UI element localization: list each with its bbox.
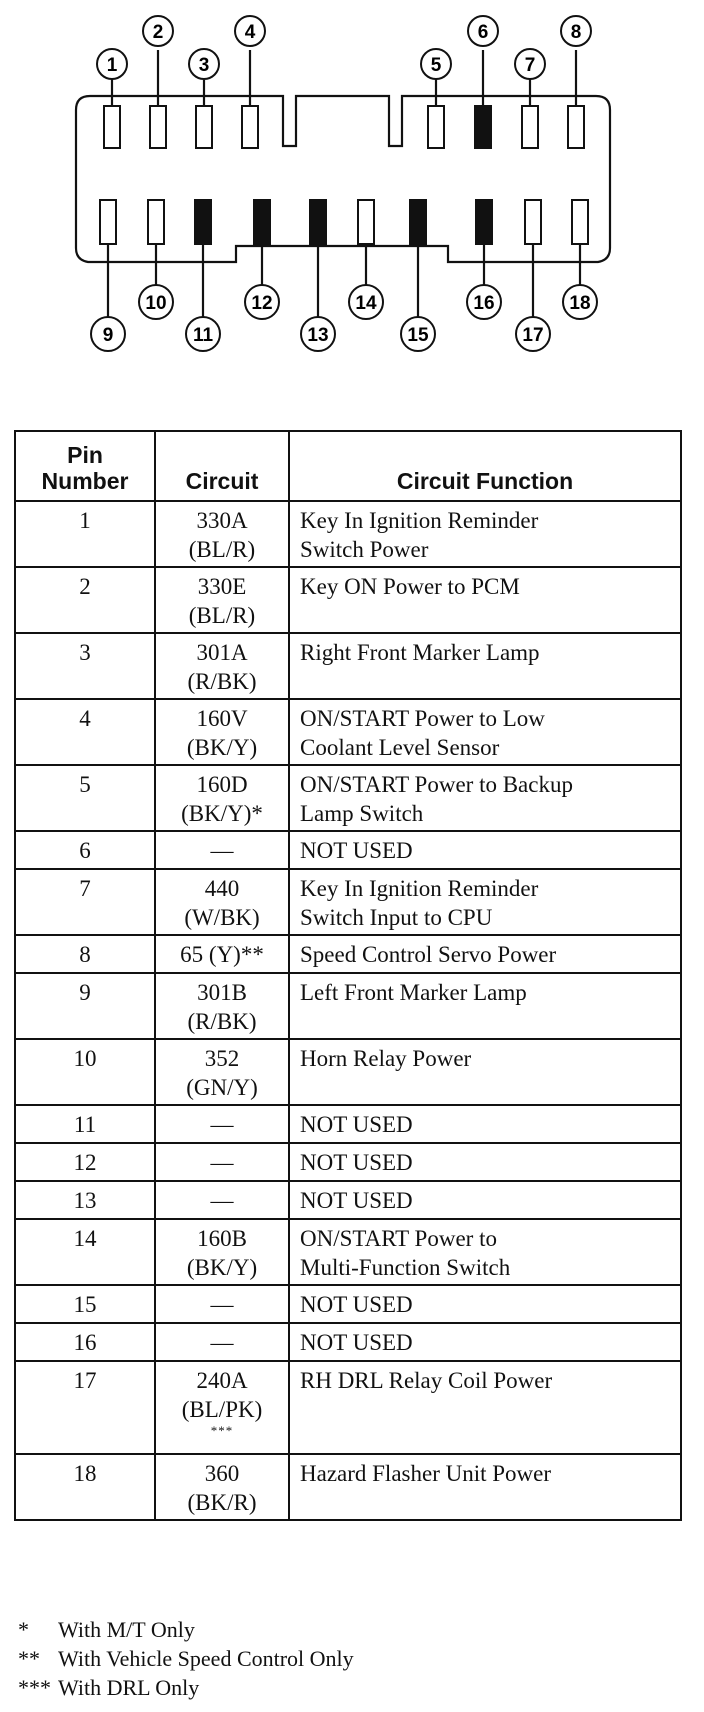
circuit-text: — [210,1150,234,1175]
cavity-4 [242,106,258,148]
circuit-function-cell [289,1039,681,1105]
circuit-text: (BK/Y)* [181,801,263,826]
svg-text:7: 7 [524,55,536,76]
pin-number-cell: 10 [15,1039,155,1105]
svg-text:18: 18 [569,293,591,314]
circuit-text: (BK/R) [187,1490,257,1515]
circuit-text: 352 [204,1046,240,1071]
function-text: NOT USED [300,1330,413,1355]
function-text: Switch Input to CPU [300,905,493,930]
circuit-function-cell [289,1285,681,1323]
circuit-function-cell [289,1181,681,1219]
function-text: RH DRL Relay Coil Power [300,1368,553,1393]
circuit-text: 240A [196,1368,248,1393]
header-circuit-function: Circuit Function [289,431,681,501]
circuit-cell [155,869,289,935]
table-row [15,973,681,1039]
cavity-8 [568,106,584,148]
callout-pin-15 [401,317,435,351]
circuit-function-cell [289,935,681,973]
callout-pin-10 [139,285,173,319]
cavity-2 [150,106,166,148]
table-row [15,699,681,765]
footnotes [18,1615,354,1702]
cavity-9 [100,200,116,244]
circuit-cell [155,699,289,765]
pin-number-cell: 18 [15,1454,155,1520]
footnote-text: With Vehicle Speed Control Only [58,1646,354,1671]
circuit-function-cell [289,1361,681,1454]
function-text: ON/START Power to Backup [300,772,573,797]
circuit-text: 330E [197,574,247,599]
function-text: NOT USED [300,1188,413,1213]
circuit-cell [155,1219,289,1285]
circuit-cell [155,633,289,699]
callout-pin-5 [421,49,451,79]
table-row [15,1039,681,1105]
pin-number-cell: 1 [15,501,155,567]
pin-number-cell: 12 [15,1143,155,1181]
callout-pin-13 [301,317,335,351]
table-row [15,501,681,567]
cavity-13 [310,200,326,244]
function-text: Multi-Function Switch [300,1255,511,1280]
function-text: Coolant Level Sensor [300,735,500,760]
circuit-cell [155,1105,289,1143]
circuit-text: (R/BK) [187,1009,257,1034]
pin-number-cell: 13 [15,1181,155,1219]
callout-pin-14 [349,285,383,319]
cavity-5 [428,106,444,148]
pin-number-cell: 7 [15,869,155,935]
table-row [15,765,681,831]
circuit-text: — [210,1112,234,1137]
function-text: Left Front Marker Lamp [300,980,527,1005]
table-row [15,1285,681,1323]
function-text: Speed Control Servo Power [300,942,557,967]
circuit-text: 160B [197,1226,247,1251]
function-text: NOT USED [300,1112,413,1137]
cavity-18 [572,200,588,244]
function-text: Key In Ignition Reminder [300,876,539,901]
svg-text:12: 12 [251,293,273,314]
pin-table [14,430,682,1521]
table-row [15,1219,681,1285]
circuit-function-cell [289,699,681,765]
callout-pin-17 [516,317,550,351]
circuit-function-cell [289,567,681,633]
circuit-cell [155,1454,289,1520]
pin-number-cell: 5 [15,765,155,831]
function-text: Horn Relay Power [300,1046,472,1071]
circuit-text: 160D [196,772,248,797]
callout-pin-8 [561,16,591,46]
circuit-text: (BL/R) [188,603,256,628]
circuit-text: — [210,1292,234,1317]
footnote [18,1644,354,1673]
pin-number-cell: 17 [15,1361,155,1454]
callout-pin-3 [189,49,219,79]
circuit-function-cell [289,1219,681,1285]
pin-number-cell: 4 [15,699,155,765]
footnote [18,1615,354,1644]
circuit-text: (BK/Y) [186,1255,258,1280]
function-text: Key In Ignition Reminder [300,508,539,533]
circuit-function-cell [289,1323,681,1361]
pin-number-cell: 16 [15,1323,155,1361]
circuit-text: (BL/R) [188,537,256,562]
circuit-text: 360 [204,1461,240,1486]
table-row [15,633,681,699]
svg-text:11: 11 [192,325,214,346]
cavity-7 [522,106,538,148]
circuit-cell [155,973,289,1039]
footnote-mark: *** [18,1675,51,1700]
circuit-text: 440 [204,876,240,901]
svg-text:3: 3 [198,55,210,76]
circuit-function-cell [289,1143,681,1181]
circuit-text: (R/BK) [187,669,257,694]
table-row [15,1361,681,1454]
circuit-function-cell [289,765,681,831]
callout-pin-6 [468,16,498,46]
table-row [15,935,681,973]
function-text: Key ON Power to PCM [300,574,520,599]
table-header-row [15,431,681,501]
header-circuit: Circuit [155,431,289,501]
circuit-text: — [210,1330,234,1355]
pin-number-cell: 3 [15,633,155,699]
svg-text:1: 1 [106,55,118,76]
svg-text:14: 14 [355,293,377,314]
svg-text:16: 16 [473,293,495,314]
circuit-function-cell [289,973,681,1039]
cavity-1 [104,106,120,148]
callout-pin-1 [97,49,127,79]
cavity-3 [196,106,212,148]
cavity-11 [195,200,211,244]
circuit-function-cell [289,1105,681,1143]
table-row [15,831,681,869]
svg-text:13: 13 [307,325,329,346]
table-row [15,567,681,633]
circuit-text: (BK/Y) [186,735,258,760]
callout-pin-9 [91,317,125,351]
callout-pin-16 [467,285,501,319]
circuit-cell [155,1323,289,1361]
footnote-mark: * [18,1617,29,1642]
circuit-cell [155,501,289,567]
callout-pin-11 [186,317,220,351]
circuit-function-cell [289,633,681,699]
circuit-function-cell [289,501,681,567]
circuit-text: 301B [197,980,247,1005]
cavity-17 [525,200,541,244]
callout-pin-2 [143,16,173,46]
svg-text:8: 8 [570,22,582,43]
circuit-cell [155,765,289,831]
function-text: Switch Power [300,537,429,562]
table-row [15,1454,681,1520]
circuit-text: (BL/PK) [181,1397,263,1422]
circuit-text: 301A [196,640,248,665]
pin-number-cell: 6 [15,831,155,869]
callout-pin-4 [235,16,265,46]
function-text: ON/START Power to Low [300,706,545,731]
circuit-cell [155,1181,289,1219]
connector-diagram [0,0,704,380]
pin-number-cell: 9 [15,973,155,1039]
function-text: NOT USED [300,838,413,863]
svg-text:15: 15 [407,325,429,346]
pin-number-cell: 14 [15,1219,155,1285]
cavity-10 [148,200,164,244]
circuit-text: — [210,1188,234,1213]
function-text: Hazard Flasher Unit Power [300,1461,552,1486]
table-row [15,869,681,935]
pin-number-cell: 8 [15,935,155,973]
circuit-cell [155,1361,289,1454]
function-text: NOT USED [300,1150,413,1175]
circuit-text: 65 (Y)** [180,942,264,967]
table-row [15,1143,681,1181]
function-text: Right Front Marker Lamp [300,640,540,665]
cavity-6 [475,106,491,148]
circuit-cell [155,1143,289,1181]
footnote-text: With DRL Only [58,1675,200,1700]
svg-text:6: 6 [477,22,489,43]
circuit-function-cell [289,1454,681,1520]
circuit-cell [155,1285,289,1323]
callout-pin-12 [245,285,279,319]
circuit-footnote-mark: *** [210,1423,234,1438]
circuit-cell [155,935,289,973]
pin-number-cell: 15 [15,1285,155,1323]
circuit-cell [155,831,289,869]
pin-number-cell: 2 [15,567,155,633]
cavity-15 [410,200,426,244]
cavity-12 [254,200,270,244]
circuit-cell [155,567,289,633]
cavity-16 [476,200,492,244]
pin-table-body [15,501,681,1520]
callout-pin-18 [563,285,597,319]
circuit-text: (W/BK) [184,905,260,930]
cavity-14 [358,200,374,244]
circuit-text: (GN/Y) [186,1075,258,1100]
svg-text:5: 5 [430,55,442,76]
svg-text:9: 9 [102,325,114,346]
function-text: NOT USED [300,1292,413,1317]
svg-text:17: 17 [522,325,544,346]
function-text: ON/START Power to [300,1226,497,1251]
circuit-function-cell [289,831,681,869]
table-row [15,1323,681,1361]
circuit-text: 330A [196,508,248,533]
function-text: Lamp Switch [300,801,424,826]
header-pin-number: Pin Number [15,431,155,501]
footnote-mark: ** [18,1646,40,1671]
footnote-text: With M/T Only [58,1617,195,1642]
svg-text:10: 10 [145,293,167,314]
svg-text:2: 2 [152,22,164,43]
table-row [15,1105,681,1143]
footnote [18,1673,354,1702]
circuit-function-cell [289,869,681,935]
circuit-text: — [210,838,234,863]
table-row [15,1181,681,1219]
callout-pin-7 [515,49,545,79]
circuit-text: 160V [196,706,248,731]
pin-number-cell: 11 [15,1105,155,1143]
circuit-cell [155,1039,289,1105]
svg-text:4: 4 [244,22,256,43]
